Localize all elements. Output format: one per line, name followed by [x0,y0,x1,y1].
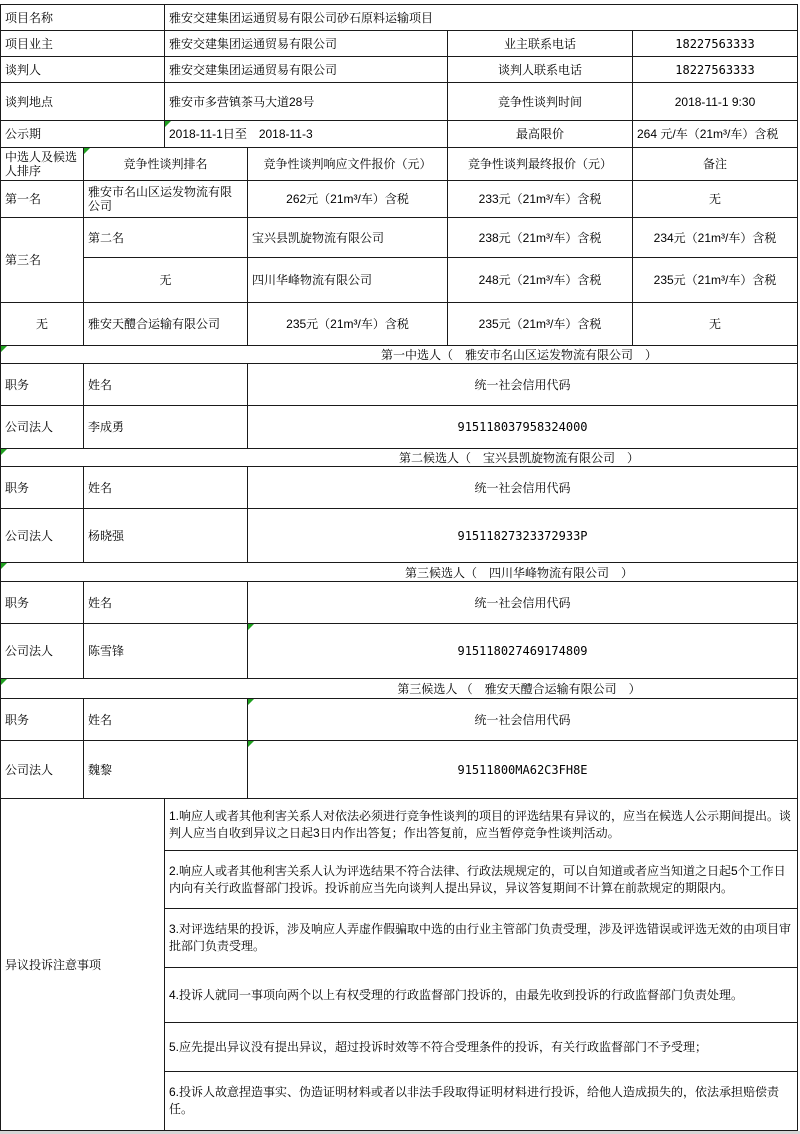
winner-2-band-text: 第二候选人（ 宝兴县凯旋物流有限公司 ） [398,451,639,465]
winner-2-grid [1,467,798,563]
rank-1-label: 第一名 [1,181,84,218]
location-value: 雅安市多营镇茶马大道28号 [165,83,448,121]
company-header [84,148,248,181]
max-price-label: 最高限价 [448,121,633,148]
winner-4-name: 魏黎 [84,741,248,799]
green-corner-marker [248,741,254,747]
rank-3a-doc-price: 248元（21m³/车）含税 [448,258,633,303]
green-corner-marker [1,679,7,685]
winner-3-code-text: 915118027469174809 [457,644,588,658]
winner-1-band-text: 第一中选人（ 雅安市名山区运发物流有限公司 ） [380,348,657,362]
location-label: 谈判地点 [1,83,165,121]
winner-4-code [248,741,798,799]
green-corner-marker [165,121,171,127]
green-corner-marker [84,148,90,154]
max-price-value: 264 元/车（21m³/车）含税 [633,121,798,148]
winner-4-code-text: 91511800MA62C3FH8E [457,762,588,777]
rank-2-final-price: 234元（21m³/车）含税 [633,218,798,258]
green-corner-marker [248,624,254,630]
publicity-value [165,121,448,148]
winner-3-grid [1,582,798,679]
rank-2-remark: 无 [84,258,248,303]
notice-item-5: 5.应先提出异议没有提出异议，超过投诉时效等不符合受理条件的投诉，有关行政监督部门不予受理； [165,1023,798,1072]
winner-1-code: 915118037958324000 [248,406,798,449]
project-name-value: 雅安交建集团运通贸易有限公司砂石原料运输项目 [165,5,798,31]
remark-header: 备注 [633,148,798,181]
green-corner-marker [248,699,254,705]
winner-4-grid [1,699,798,799]
position-label: 职务 [1,582,84,624]
rank-1-company: 雅安市名山区运发物流有限公司 [84,181,248,218]
winner-3-band-text: 第三候选人（ 四川华峰物流有限公司 ） [404,565,633,580]
legal-label: 公司法人 [1,624,84,679]
winner-2-band [1,449,798,467]
rank-3b-final-price: 235元（21m³/车）含税 [448,303,633,346]
legal-label: 公司法人 [1,509,84,563]
rank-3-label: 第三名 [1,218,84,303]
rank-2-company: 宝兴县凯旋物流有限公司 [248,218,448,258]
rank-3a-company: 四川华峰物流有限公司 [248,258,448,303]
rank-1-doc-price: 262元（21m³/车）含税 [248,181,448,218]
ranking-grid [1,148,798,346]
info-grid [1,31,798,148]
negotiator-phone-value: 18227563333 [633,57,798,83]
publicity-text: 2018-11-1日至 2018-11-3 [169,127,313,141]
negotiation-time-label: 竞争性谈判时间 [448,83,633,121]
green-corner-marker [1,346,7,352]
negotiator-phone-label: 谈判人联系电话 [448,57,633,83]
code-label [248,699,798,741]
notice-item-6: 6.投诉人故意捏造事实、伪造证明材料或者以非法手段取得证明材料进行投诉，给他人造成损失的，依法承担赔偿责任。 [165,1072,798,1131]
publicity-label: 公示期 [1,121,165,148]
name-label: 姓名 [84,582,248,624]
green-corner-marker [1,449,7,455]
owner-label: 项目业主 [1,31,165,57]
winner-3-code [248,624,798,679]
name-label: 姓名 [84,467,248,509]
legal-label: 公司法人 [1,406,84,449]
rank-2-doc-price: 238元（21m³/车）含税 [448,218,633,258]
name-label: 姓名 [84,364,248,406]
rank-3a-final-price: 235元（21m³/车）含税 [633,258,798,303]
winner-2-code: 91511827323372933P [248,509,798,563]
project-name-label: 项目名称 [1,5,165,31]
notice-item-4: 4.投诉人就同一事项向两个以上有权受理的行政监督部门投诉的，由最先收到投诉的行政监督部门负责处理。 [165,968,798,1023]
rank-3b-doc-price: 235元（21m³/车）含税 [248,303,448,346]
green-corner-marker [1,563,7,569]
winner-4-band [1,679,798,699]
rank-3b-remark: 无 [633,303,798,346]
legal-label: 公司法人 [1,741,84,799]
result-table [0,4,798,1131]
winner-1-name: 李成勇 [84,406,248,449]
rank-3a-remark: 无 [1,303,84,346]
code-label: 统一社会信用代码 [248,364,798,406]
owner-phone-label: 业主联系电话 [448,31,633,57]
rank-header: 中选人及候选人排序 [1,148,84,181]
winner-4-band-text: 第三候选人 （ 雅安天醴合运输有限公司 ） [397,682,641,696]
notice-item-3: 3.对评选结果的投诉，涉及响应人弄虚作假骗取中选的由行业主管部门负责受理，涉及评选错误或评选无效的由项目审批部门负责受理。 [165,909,798,968]
company-header-text: 竞争性谈判排名 [123,157,208,171]
negotiation-time-value: 2018-11-1 9:30 [633,83,798,121]
notice-grid [1,799,798,1131]
winner-2-name: 杨晓强 [84,509,248,563]
winner-3-name: 陈雪锋 [84,624,248,679]
negotiator-label: 谈判人 [1,57,165,83]
doc-price-header: 竞争性谈判响应文件报价（元） [248,148,448,181]
owner-value: 雅安交建集团运通贸易有限公司 [165,31,448,57]
notice-label: 异议投诉注意事项 [1,799,165,1131]
code-label-text: 统一社会信用代码 [474,712,571,727]
rank-1-final-price: 233元（21m³/车）含税 [448,181,633,218]
position-label: 职务 [1,364,84,406]
row-project-name [1,5,798,31]
notice-item-2: 2.响应人或者其他利害关系人认为评选结果不符合法律、行政法规规定的，可以自知道或者应当知道之日起5个工作日内向有关行政监督部门投诉。投诉前应当先向谈判人提出异议，异议答复期间不计算在前款规定的期限内。 [165,851,798,909]
position-label: 职务 [1,699,84,741]
notice-item-1: 1.响应人或者其他利害关系人对依法必须进行竞争性谈判的项目的评选结果有异议的，应当在候选人公示期间提出。谈判人应当自收到异议之日起3日内作出答复；作出答复前，应当暂停竞争性谈判活动。 [165,799,798,851]
owner-phone-value: 18227563333 [633,31,798,57]
code-label: 统一社会信用代码 [248,467,798,509]
final-price-header: 竞争性谈判最终报价（元） [448,148,633,181]
winner-1-band [1,346,798,364]
name-label: 姓名 [84,699,248,741]
code-label: 统一社会信用代码 [248,582,798,624]
negotiator-value: 雅安交建集团运通贸易有限公司 [165,57,448,83]
rank-1-remark: 无 [633,181,798,218]
rank-3b-company: 雅安天醴合运输有限公司 [84,303,248,346]
rank-2-label: 第二名 [84,218,248,258]
winner-1-grid [1,364,798,449]
winner-3-band [1,563,798,582]
position-label: 职务 [1,467,84,509]
